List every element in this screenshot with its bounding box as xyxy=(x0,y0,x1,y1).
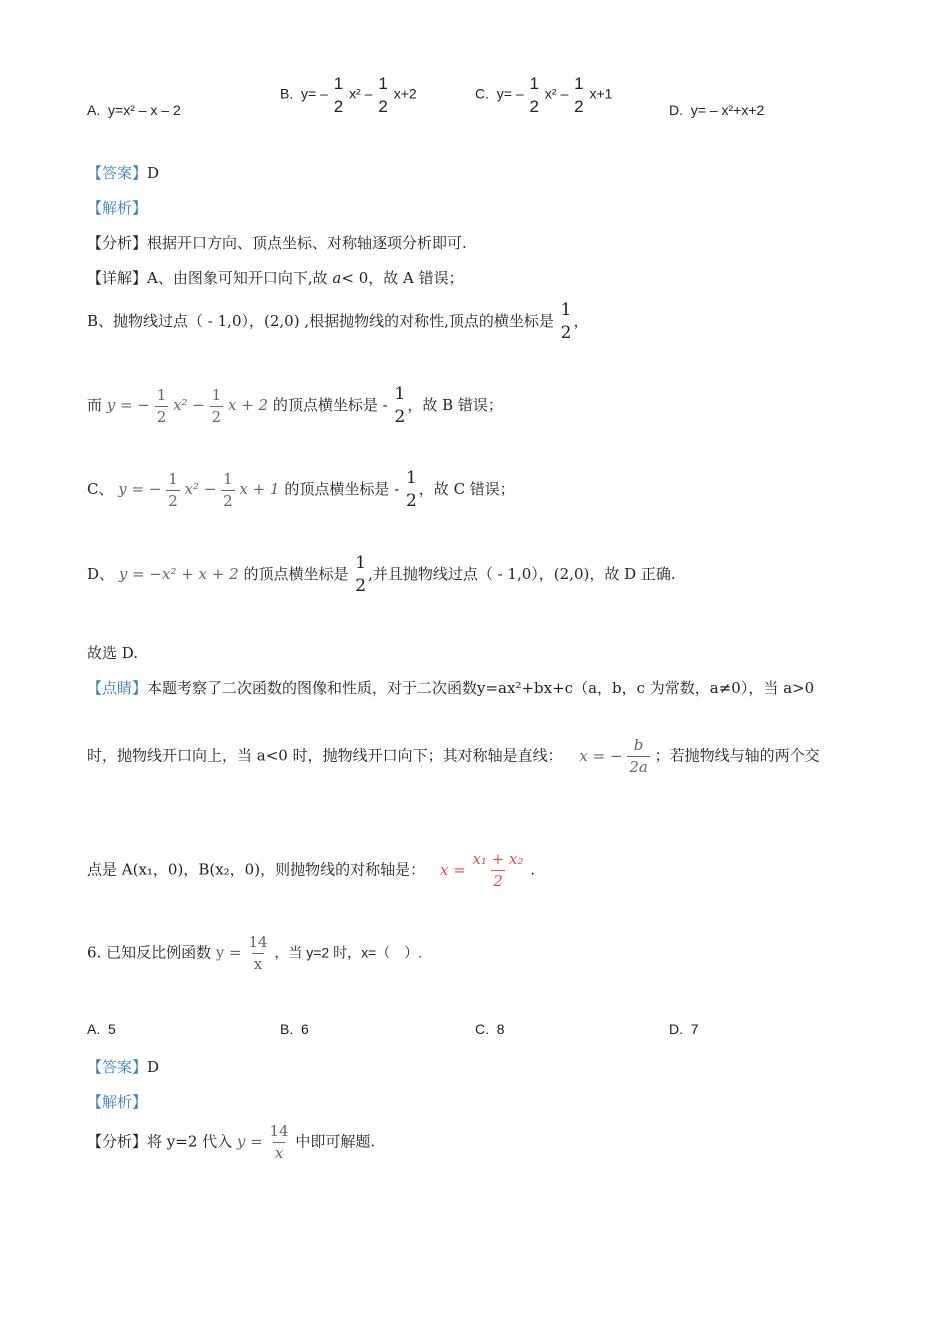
q5-conclusion: 故选 D. xyxy=(87,644,139,662)
fraction: $\frac{14}{x}$ xyxy=(269,1122,289,1162)
q5-option-b: B. y= – 1 2 x² – 1 2 x+2 xyxy=(280,74,417,116)
q6-analysis-tag: 【解析】 xyxy=(87,1093,148,1111)
fraction: 1 2 xyxy=(378,74,388,116)
q5-option-a: A. y=x² – x – 2 xyxy=(87,102,181,118)
q6-stem: 6. 已知反比例函数 y = $\frac{14}{x}$ ，当 y=2 时，x=（ ）. xyxy=(87,933,423,973)
q5-dianjing-3: 点是 A(x₁，0)，B(x₂，0)，则抛物线的对称轴是： x = $\frac{\text{x₁ + x₂}}{2}$ . xyxy=(87,850,536,890)
q6-option-c: C. 8 xyxy=(475,1021,505,1037)
q5-option-d: D. y= – x²+x+2 xyxy=(669,102,765,118)
q5-line-d: D、 y = −x² + x + 2 的顶点横坐标是 1 2 ,并且抛物线过点（ - 1,0），(2,0)，故 D 正确. xyxy=(87,553,676,596)
q5-option-c: C. y= – 1 2 x² – 1 2 x+1 xyxy=(475,74,613,116)
q5-dianjing-2: 时，抛物线开口向上，当 a<0 时，抛物线开口向下；其对称轴是直线： x = − $\frac{b}{2a}$ ；若抛物线与轴的两个交 xyxy=(87,736,820,776)
fraction: 1 2 xyxy=(560,300,572,343)
fraction: $\frac{1}{2}$ xyxy=(223,469,233,510)
q5-line-b2: 而 y = − $\frac{1}{2}$ x² − $\frac{1}{2}$ x + 2 的顶点横坐标是 - 1 2 ，故 B 错误； xyxy=(87,384,503,427)
fraction: 1 2 xyxy=(529,74,539,116)
fraction: 1 2 xyxy=(355,553,367,596)
q5-fenxi: 【分析】根据开口方向、顶点坐标、对称轴逐项分析即可. xyxy=(87,234,467,252)
fraction: $\frac{1}{2}$ xyxy=(211,385,222,426)
q5-line-c: C、 y = − $\frac{1}{2}$ x² − $\frac{1}{2}$ x + 1 的顶点横坐标是 - 1 2 ，故 C 错误； xyxy=(87,468,515,511)
fraction: 1 2 xyxy=(405,468,417,511)
fraction: $\frac{b}{2a}$ xyxy=(629,736,648,776)
fraction: $\frac{14}{x}$ xyxy=(248,933,268,973)
fraction: 1 2 xyxy=(333,74,344,116)
q6-answer: 【答案】D xyxy=(87,1058,160,1076)
fraction: $\frac{1}{2}$ xyxy=(156,385,167,426)
q6-option-b: B. 6 xyxy=(280,1021,309,1037)
q5-answer: 【答案】D xyxy=(87,164,160,182)
q5-analysis-tag: 【解析】 xyxy=(87,199,148,217)
q6-option-a: A. 5 xyxy=(87,1021,116,1037)
fraction: $\frac{\text{x₁ + x₂}}{2}$ xyxy=(472,850,524,890)
q5-dianjing-1: 【点睛】本题考察了二次函数的图像和性质，对于二次函数y=ax²+bx+c（a，b，c 为常数，a≠0），当 a>0 xyxy=(87,679,815,697)
q6-fenxi: 【分析】将 y=2 代入 y = $\frac{14}{x}$ 中即可解题. xyxy=(87,1122,376,1162)
fraction: $\frac{1}{2}$ xyxy=(168,469,178,510)
q6-option-d: D. 7 xyxy=(669,1021,699,1037)
q5-xiangjie-a: 【详解】A、由图象可知开口向下,故 a< 0，故 A 错误； xyxy=(87,269,464,287)
fraction: 1 2 xyxy=(394,384,406,427)
q5-line-b: B、抛物线过点（ - 1,0），(2,0) ,根据抛物线的对称性,顶点的横坐标是 1 2 ， xyxy=(87,300,589,343)
fraction: 1 2 xyxy=(574,74,584,116)
